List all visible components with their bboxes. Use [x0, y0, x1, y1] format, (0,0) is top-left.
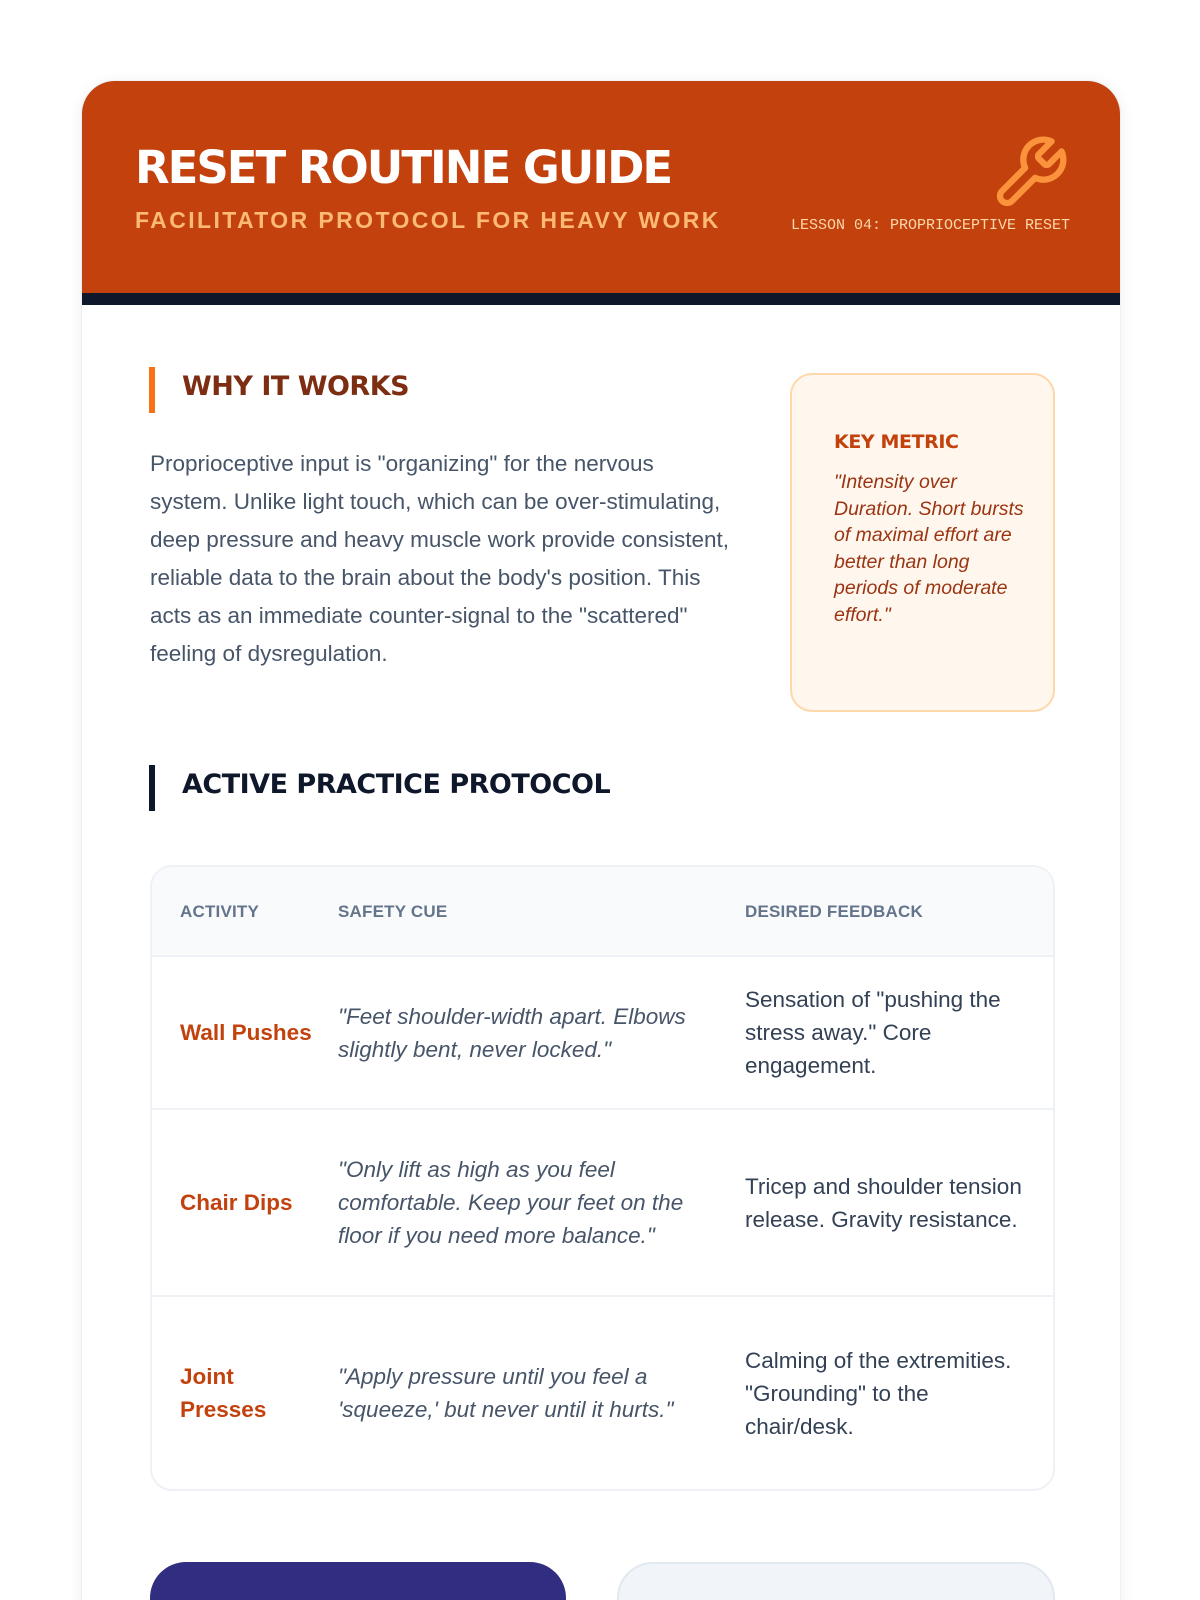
safety-cue-cell: "Apply pressure until you feel a 'squeeze,' but never until it hurts."	[338, 1364, 674, 1422]
protocol-table	[150, 865, 1055, 1491]
section-accent-bar	[149, 765, 155, 811]
bottom-panel-secondary	[617, 1562, 1055, 1600]
safety-cue-cell: "Feet shoulder-width apart. Elbows slightly bent, never locked."	[338, 1003, 686, 1062]
feedback-cell: Tricep and shoulder tension release. Gravity resistance.	[745, 1173, 1022, 1232]
header-divider	[82, 293, 1121, 305]
guide-card	[81, 80, 1121, 1600]
guide-header	[82, 81, 1121, 293]
page-subtitle: FACILITATOR PROTOCOL FOR HEAVY WORK	[135, 207, 721, 233]
column-header-desired-feedback: DESIRED FEEDBACK	[745, 902, 923, 921]
activity-cell: Wall Pushes	[180, 1020, 312, 1045]
key-metric-label: KEY METRIC	[834, 431, 959, 453]
feedback-cell: Sensation of "pushing the stress away." Core engagement.	[745, 987, 1001, 1078]
page-title: RESET ROUTINE GUIDE	[135, 141, 672, 194]
safety-cue-cell: "Only lift as high as you feel comfortable. Keep your feet on the floor if you need more balance."	[338, 1157, 684, 1248]
key-metric-callout	[790, 373, 1055, 712]
wrench-icon	[990, 133, 1070, 213]
why-body-text: Proprioceptive input is "organizing" for the nervous system. Unlike light touch, which can be over-stimulating, deep pressure and heavy muscle work provide consistent, reliable data to the brain about the body's position. This acts as an immediate counter-signal to the "scattered" feeling of dysregulation.	[150, 451, 730, 666]
why-section-title: WHY IT WORKS	[182, 371, 410, 402]
protocol-section-title: ACTIVE PRACTICE PROTOCOL	[182, 769, 611, 800]
activity-cell: Joint Presses	[180, 1364, 267, 1422]
table-row	[152, 1110, 1055, 1297]
section-accent-bar	[149, 367, 155, 413]
column-header-safety-cue: SAFETY CUE	[338, 902, 448, 921]
lesson-label: LESSON 04: PROPRIOCEPTIVE RESET	[790, 217, 1070, 234]
activity-cell: Chair Dips	[180, 1190, 293, 1215]
bottom-panel-primary	[150, 1562, 566, 1600]
table-header	[152, 867, 1055, 957]
column-header-activity: ACTIVITY	[180, 902, 260, 921]
feedback-cell: Calming of the extremities. "Grounding" to the chair/desk.	[745, 1347, 1012, 1439]
table-row	[152, 957, 1055, 1110]
key-metric-quote: "Intensity over Duration. Short bursts of maximal effort are better than long periods of moderate effort."	[834, 471, 1024, 626]
table-row	[152, 1297, 1055, 1489]
